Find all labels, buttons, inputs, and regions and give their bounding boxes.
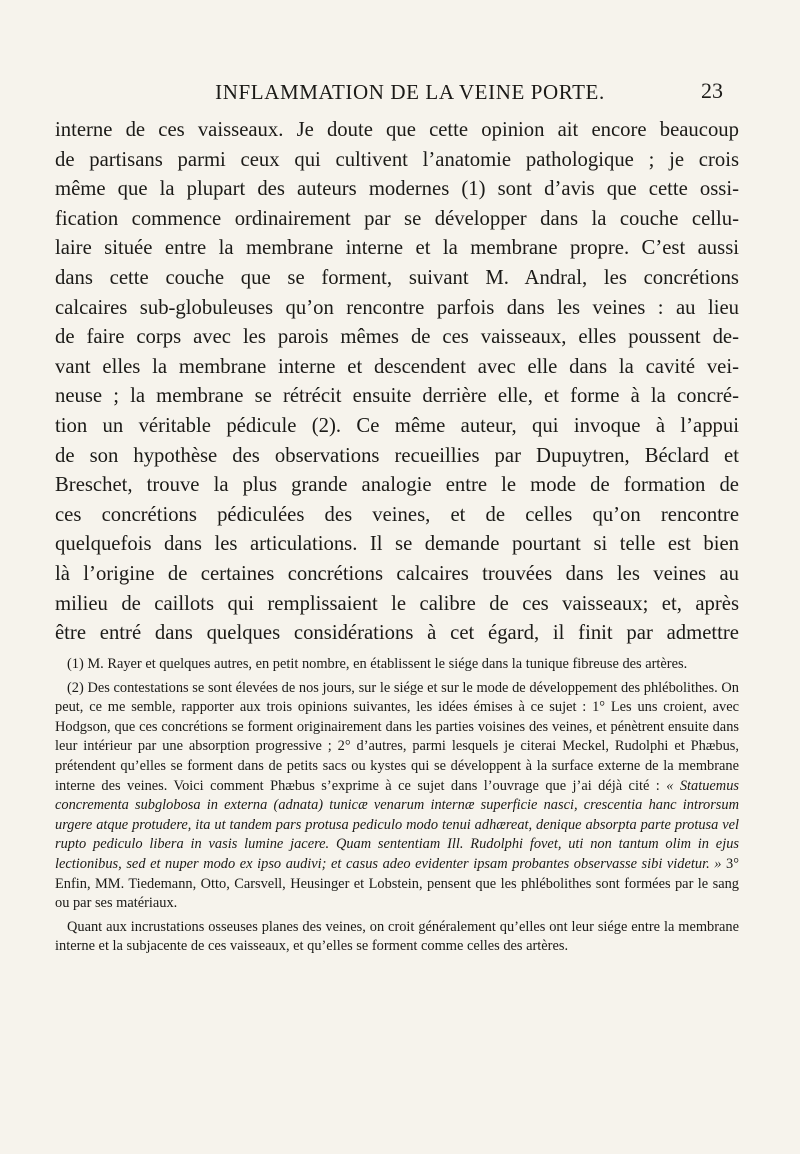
footnote-1: (1) M. Rayer et quelques autres, en petit nombre, en établissent le siége dans la tunique fibreuse des artères.: [67, 656, 688, 672]
text-line: calcaires sub-globuleuses qu’on rencontre parfois dans les veines : au lieu: [55, 296, 739, 319]
text-line: fication commence ordinairement par se développer dans la couche cellu-: [55, 207, 739, 230]
footnote-2: [55, 679, 739, 914]
text-line: interne de ces vaisseaux. Je doute que cette opinion ait encore beaucoup: [55, 119, 739, 141]
text-line: de partisans parmi ceux qui cultivent l’anatomie pathologique ; je crois: [55, 148, 739, 171]
footnotes: [55, 655, 739, 961]
text-line: ces concrétions pédiculées des veines, et de celles qu’on rencontre: [55, 503, 739, 526]
text-line: Breschet, trouve la plus grande analogie entre le mode de formation de: [55, 474, 739, 497]
text-line: dans cette couche que se forment, suivant M. Andral, les concrétions: [55, 266, 739, 289]
running-head: INFLAMMATION DE LA VEINE PORTE.: [215, 80, 605, 104]
text-line: milieu de caillots qui remplissaient le calibre de ces vaisseaux; et, après: [55, 592, 739, 615]
footnote-2-continued: Quant aux incrustations osseuses planes des veines, on croit généralement qu’elles ont leur siége entre la membrane interne et la subjacente de ces vaisseaux, et qu’elles se forment comme celles des artères.: [55, 918, 739, 955]
footnote-2-end: 3° Enfin, MM. Tiedemann, Otto, Carsvell, Heusinger et Lobstein, pensent que les phlébolithes sont formées par le sang ou par ses matériaux.: [55, 855, 740, 912]
text-line: de faire corps avec les parois mêmes de ces vaisseaux, elles poussent de-: [55, 326, 739, 349]
text-line: quelquefois dans les articulations. Il se demande pourtant si telle est bien: [55, 533, 739, 556]
text-line: laire située entre la membrane interne et la membrane propre. C’est aussi: [55, 237, 739, 260]
text-line: là l’origine de certaines concrétions calcaires trouvées dans les veines au: [55, 562, 739, 585]
text-line: tion un véritable pédicule (2). Ce même auteur, qui invoque à l’appui: [55, 414, 739, 437]
page-number: 23: [701, 78, 723, 103]
text-line: de son hypothèse des observations recueillies par Dupuytren, Béclard et: [55, 444, 739, 467]
text-line: neuse ; la membrane se rétrécit ensuite derrière elle, et forme à la concré-: [55, 385, 739, 408]
footnote-2-latin-quote: « Statuemus concrementa subglobosa in externa (adnata) tunicæ venarum internæ superficie nasci, crescentia hanc introrsum urgere atque protudere, ita ut tandem pars protusa pediculo modo tenui adhæreat, denique absorpta parte protusa vel rupto pediculo libera in vasis lumine jacere. Quam sententiam Ill. Rudolphi fovet, uti non tantum olim in ejus lectionibus, sed et nuper modo ex ipso audivi; et casus adeo evidenter ipsam probantes observasse sibi videtur. »: [55, 777, 739, 872]
main-text: [55, 116, 739, 649]
text-line: être entré dans quelques considérations à cet égard, il finit par admettre: [55, 622, 739, 645]
text-line: vant elles la membrane interne et descendent avec elle dans la cavité vei-: [55, 355, 739, 378]
footnote-2-intro: (2) Des contestations se sont élevées de nos jours, sur le siége et sur le mode de développement des phlébolithes. On peut, ce me semble, rapporter aux trois opinions suivantes, les idées émises à ce sujet : 1° Les uns croient, avec Hodgson, que ces concrétions se forment originairement dans les parties voisines des veines, et pénètrent ensuite dans leur intérieur par une absorption progressive ; 2° d’autres, parmi lesquels je citerai Meckel, Rudolphi et Phæbus, prétendent qu’elles se forment dans de petits sacs ou kystes qui se développent à la surface externe de la membrane interne des veines. Voici comment Phæbus s’exprime à ce sujet dans l’ouvrage que j’ai déjà cité :: [55, 679, 739, 794]
text-line: même que la plupart des auteurs modernes (1) sont d’avis que cette ossi-: [55, 178, 739, 201]
